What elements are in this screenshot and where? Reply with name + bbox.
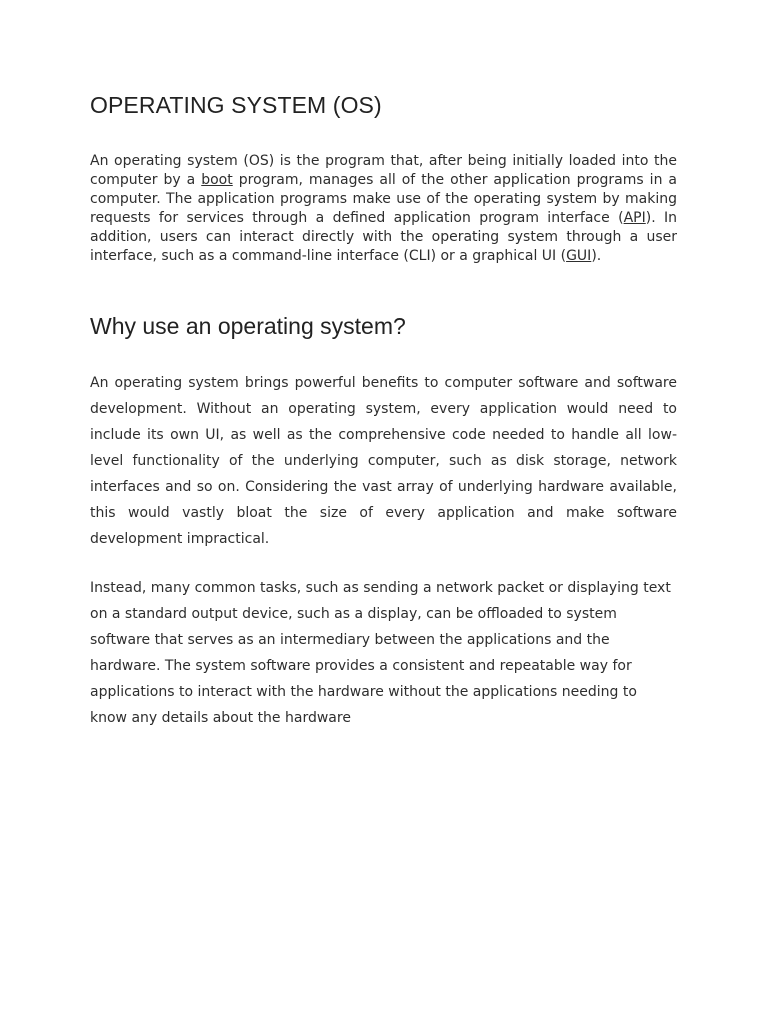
intro-paragraph <box>90 152 677 266</box>
intro-text-4: ). <box>591 248 602 264</box>
intro-text-1: An operating system (OS) is the program that, after being initially loaded into the computer by a <box>90 153 677 188</box>
intro-text-2: program, manages all of the other application programs in a computer. The application programs make use of the operating system by making requests for services through a defined application program interface ( <box>90 172 678 226</box>
page-title: OPERATING SYSTEM (OS) <box>90 92 382 118</box>
boot-link[interactable]: boot <box>201 172 233 188</box>
intro-text-3: ). In addition, users can interact directly with the operating system through a user interface, such as a command-line interface (CLI) or a graphical UI ( <box>90 210 678 264</box>
section-heading: Why use an operating system? <box>90 313 406 339</box>
gui-link[interactable]: GUI <box>566 248 592 264</box>
benefits-paragraph: An operating system brings powerful benefits to computer software and software development. Without an operating system, every application would need to include its own UI, as well as the comprehensive code needed to handle all low-level functionality of the underlying computer, such as disk storage, network interfaces and so on. Considering the vast array of underlying hardware available, this would vastly bloat the size of every application and make software development impractical. <box>90 375 677 547</box>
instead-paragraph: Instead, many common tasks, such as sending a network packet or displaying text on a standard output device, such as a display, can be offloaded to system software that serves as an intermediary between the applications and the hardware. The system software provides a consistent and repeatable way for applications to interact with the hardware without the applications needing to know any details about the hardware <box>90 580 671 726</box>
api-link[interactable]: API <box>623 210 646 226</box>
